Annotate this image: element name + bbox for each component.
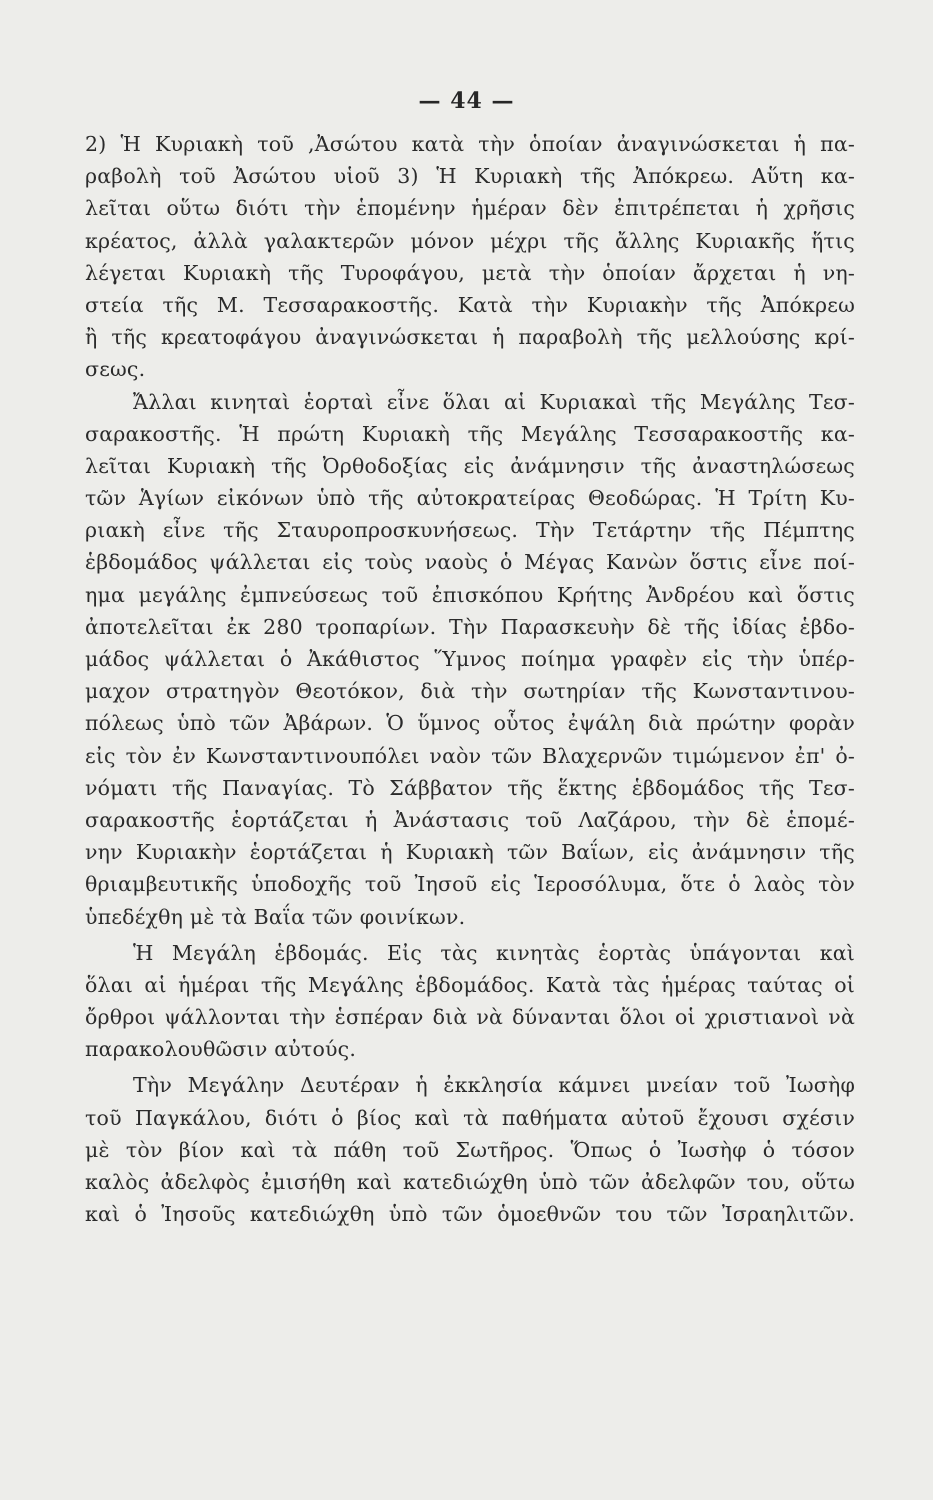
text-line: μαχον στρατηγὸν Θεοτόκον, διὰ τὴν σωτηρίαν τῆς Κωνσταντινου- xyxy=(85,679,855,704)
text-line: ὑπεδέχθη μὲ τὰ Βαΐα τῶν φοινίκων. xyxy=(85,904,466,929)
text-line: θριαμβευτικῆς ὑποδοχῆς τοῦ Ἰησοῦ εἰς Ἱεροσόλυμα, ὅτε ὁ λαὸς τὸν xyxy=(85,872,855,897)
text-line: καὶ ὁ Ἰησοῦς κατεδιώχθη ὑπὸ τῶν ὁμοεθνῶν του τῶν Ἰσραηλιτῶν. xyxy=(85,1202,855,1227)
text-line: παρακολουθῶσιν αὐτούς. xyxy=(85,1037,357,1062)
paragraph xyxy=(85,128,855,386)
text-line: ἢ τῆς κρεατοφάγου ἀναγινώσκεται ἡ παραβολὴ τῆς μελλούσης κρί- xyxy=(85,325,855,350)
text-line: νην Κυριακὴν ἑορτάζεται ἡ Κυριακὴ τῶν Βαΐων, εἰς ἀνάμνησιν τῆς xyxy=(85,840,855,865)
text-line: κρέατος, ἀλλὰ γαλακτερῶν μόνον μέχρι τῆς ἄλλης Κυριακῆς ἥτις xyxy=(85,228,855,253)
text-line: λεῖται Κυριακὴ τῆς Ὀρθοδοξίας εἰς ἀνάμνησιν τῆς ἀναστηλώσεως xyxy=(85,453,855,478)
text-line: τοῦ Παγκάλου, διότι ὁ βίος καὶ τὰ παθήματα αὐτοῦ ἔχουσι σχέσιν xyxy=(85,1105,855,1130)
text-line: ἑβδομάδος ψάλλεται εἰς τοὺς ναοὺς ὁ Μέγας Κανὼν ὅστις εἶνε ποί- xyxy=(85,550,855,575)
text-line: εἰς τὸν ἐν Κωνσταντινουπόλει ναὸν τῶν Βλαχερνῶν τιμώμενον ἐπ' ὀ- xyxy=(85,743,855,768)
text-line: 2) Ἡ Κυριακὴ τοῦ ,Ἀσώτου κατὰ τὴν ὁποίαν ἀναγινώσκεται ἡ πα- xyxy=(85,132,855,156)
text-line: ἀποτελεῖται ἐκ 280 τροπαρίων. Τὴν Παρασκευὴν δὲ τῆς ἰδίας ἑβδο- xyxy=(85,614,855,639)
paragraph xyxy=(85,937,855,1066)
text-line: σαρακοστῆς. Ἡ πρώτη Κυριακὴ τῆς Μεγάλης Τεσσαρακοστῆς κα- xyxy=(85,421,855,446)
text-line: λεῖται οὕτω διότι τὴν ἑπομένην ἡμέραν δὲν ἐπιτρέπεται ἡ χρῆσις xyxy=(85,196,855,221)
text-line: λέγεται Κυριακὴ τῆς Τυροφάγου, μετὰ τὴν ὁποίαν ἄρχεται ἡ νη- xyxy=(85,260,855,285)
text-line: ραβολὴ τοῦ Ἀσώτου υἱοῦ 3) Ἡ Κυριακὴ τῆς Ἀπόκρεω. Αὕτη κα- xyxy=(85,164,855,189)
text-line: στεία τῆς Μ. Τεσσαρακοστῆς. Κατὰ τὴν Κυριακὴν τῆς Ἀπόκρεω xyxy=(85,292,855,317)
text-line: τῶν Ἁγίων εἰκόνων ὑπὸ τῆς αὐτοκρατείρας Θεοδώρας. Ἡ Τρίτη Κυ- xyxy=(85,486,855,511)
page-number: — 44 — xyxy=(418,88,515,114)
paragraph xyxy=(85,1069,855,1230)
text-line: ὄρθροι ψάλλονται τὴν ἑσπέραν διὰ νὰ δύνανται ὅλοι οἱ χριστιανοὶ νὰ xyxy=(85,1005,855,1030)
text-line: σαρακοστῆς ἑορτάζεται ἡ Ἀνάστασις τοῦ Λαζάρου, τὴν δὲ ἑπομέ- xyxy=(85,807,855,832)
text-line: Ἄλλαι κινηταὶ ἑορταὶ εἶνε ὅλαι αἱ Κυριακαὶ τῆς Μεγάλης Τεσ- xyxy=(133,389,855,414)
text-line: καλὸς ἀδελφὸς ἐμισήθη καὶ κατεδιώχθη ὑπὸ τῶν ἀδελφῶν του, οὕτω xyxy=(85,1170,855,1194)
text-line: σεως. xyxy=(85,357,146,382)
body-text xyxy=(85,128,855,1230)
text-line: Τὴν Μεγάλην Δευτέραν ἡ ἐκκλησία κάμνει μνείαν τοῦ Ἰωσὴφ xyxy=(133,1073,855,1098)
text-line: ὅλαι αἱ ἡμέραι τῆς Μεγάλης ἑβδομάδος. Κατὰ τὰς ἡμέρας ταύτας οἱ xyxy=(85,972,855,997)
text-line: ημα μεγάλης ἐμπνεύσεως τοῦ ἐπισκόπου Κρήτης Ἀνδρέου καὶ ὅστις xyxy=(85,582,855,607)
text-line: μάδος ψάλλεται ὁ Ἀκάθιστος Ὕμνος ποίημα γραφὲν εἰς τὴν ὑπέρ- xyxy=(85,647,855,671)
text-line: νόματι τῆς Παναγίας. Τὸ Σάββατον τῆς ἕκτης ἑβδομάδος τῆς Τεσ- xyxy=(85,775,855,800)
paragraph xyxy=(85,386,855,933)
text-line: ριακὴ εἶνε τῆς Σταυροπροσκυνήσεως. Τὴν Τετάρτην τῆς Πέμπτης xyxy=(85,518,855,543)
text-line: μὲ τὸν βίον καὶ τὰ πάθη τοῦ Σωτῆρος. Ὅπως ὁ Ἰωσὴφ ὁ τόσον xyxy=(85,1137,855,1162)
text-line: Ἡ Μεγάλη ἑβδομάς. Εἰς τὰς κινητὰς ἑορτὰς ὑπάγονται καὶ xyxy=(133,940,855,965)
text-line: πόλεως ὑπὸ τῶν Ἀβάρων. Ὁ ὕμνος οὗτος ἐψάλη διὰ πρώτην φορὰν xyxy=(85,711,855,736)
